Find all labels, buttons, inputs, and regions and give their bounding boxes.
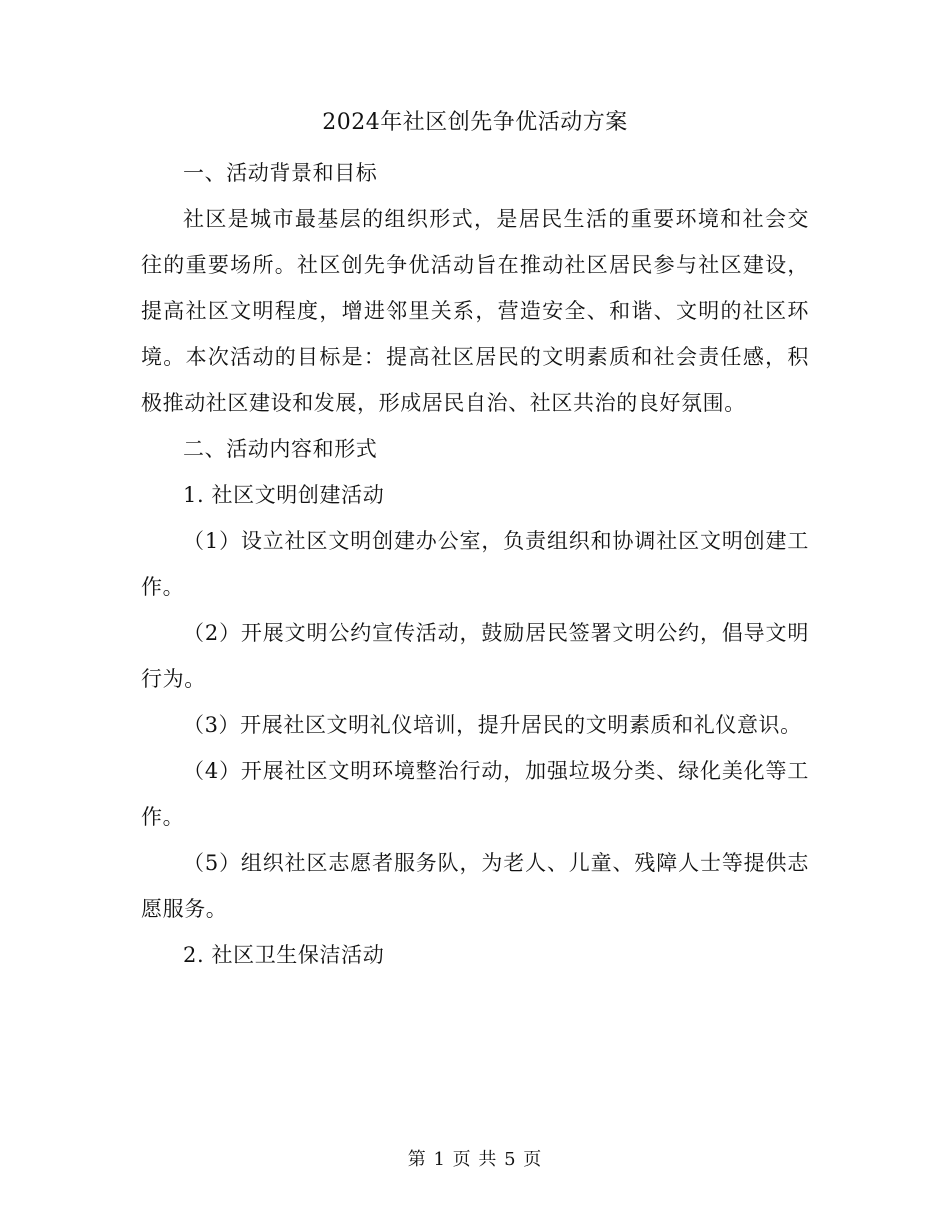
page-number-footer: 第 1 页 共 5 页 — [407, 1149, 543, 1170]
list-item-3: （3）开展社区文明礼仪培训，提升居民的文明素质和礼仪意识。 — [183, 713, 802, 737]
document-body — [141, 104, 809, 978]
document-title: 2024年社区创先争优活动方案 — [322, 110, 628, 135]
list-item-5: （5）组织社区志愿者服务队，为老人、儿童、残障人士等提供志愿服务。 — [141, 851, 809, 921]
subheading-civilization-activity: 1. 社区文明创建活动 — [183, 483, 385, 507]
section-heading-background-goals: 一、活动背景和目标 — [183, 161, 378, 185]
section-heading-content-form: 二、活动内容和形式 — [183, 437, 378, 461]
paragraph-background: 社区是城市最基层的组织形式，是居民生活的重要环境和社会交往的重要场所。社区创先争优活动旨在推动社区居民参与社区建设，提高社区文明程度，增进邻里关系，营造安全、和谐、文明的社区环境。本次活动的目标是：提高社区居民的文明素质和社会责任感，积极推动社区建设和发展，形成居民自治、社区共治的良好氛围。 — [141, 207, 809, 415]
list-item-1: （1）设立社区文明创建办公室，负责组织和协调社区文明创建工作。 — [141, 529, 809, 599]
subheading-sanitation-activity: 2. 社区卫生保洁活动 — [183, 943, 385, 967]
list-item-2: （2）开展文明公约宣传活动，鼓励居民签署文明公约，倡导文明行为。 — [141, 621, 809, 691]
list-item-4: （4）开展社区文明环境整治行动，加强垃圾分类、绿化美化等工作。 — [141, 759, 809, 829]
